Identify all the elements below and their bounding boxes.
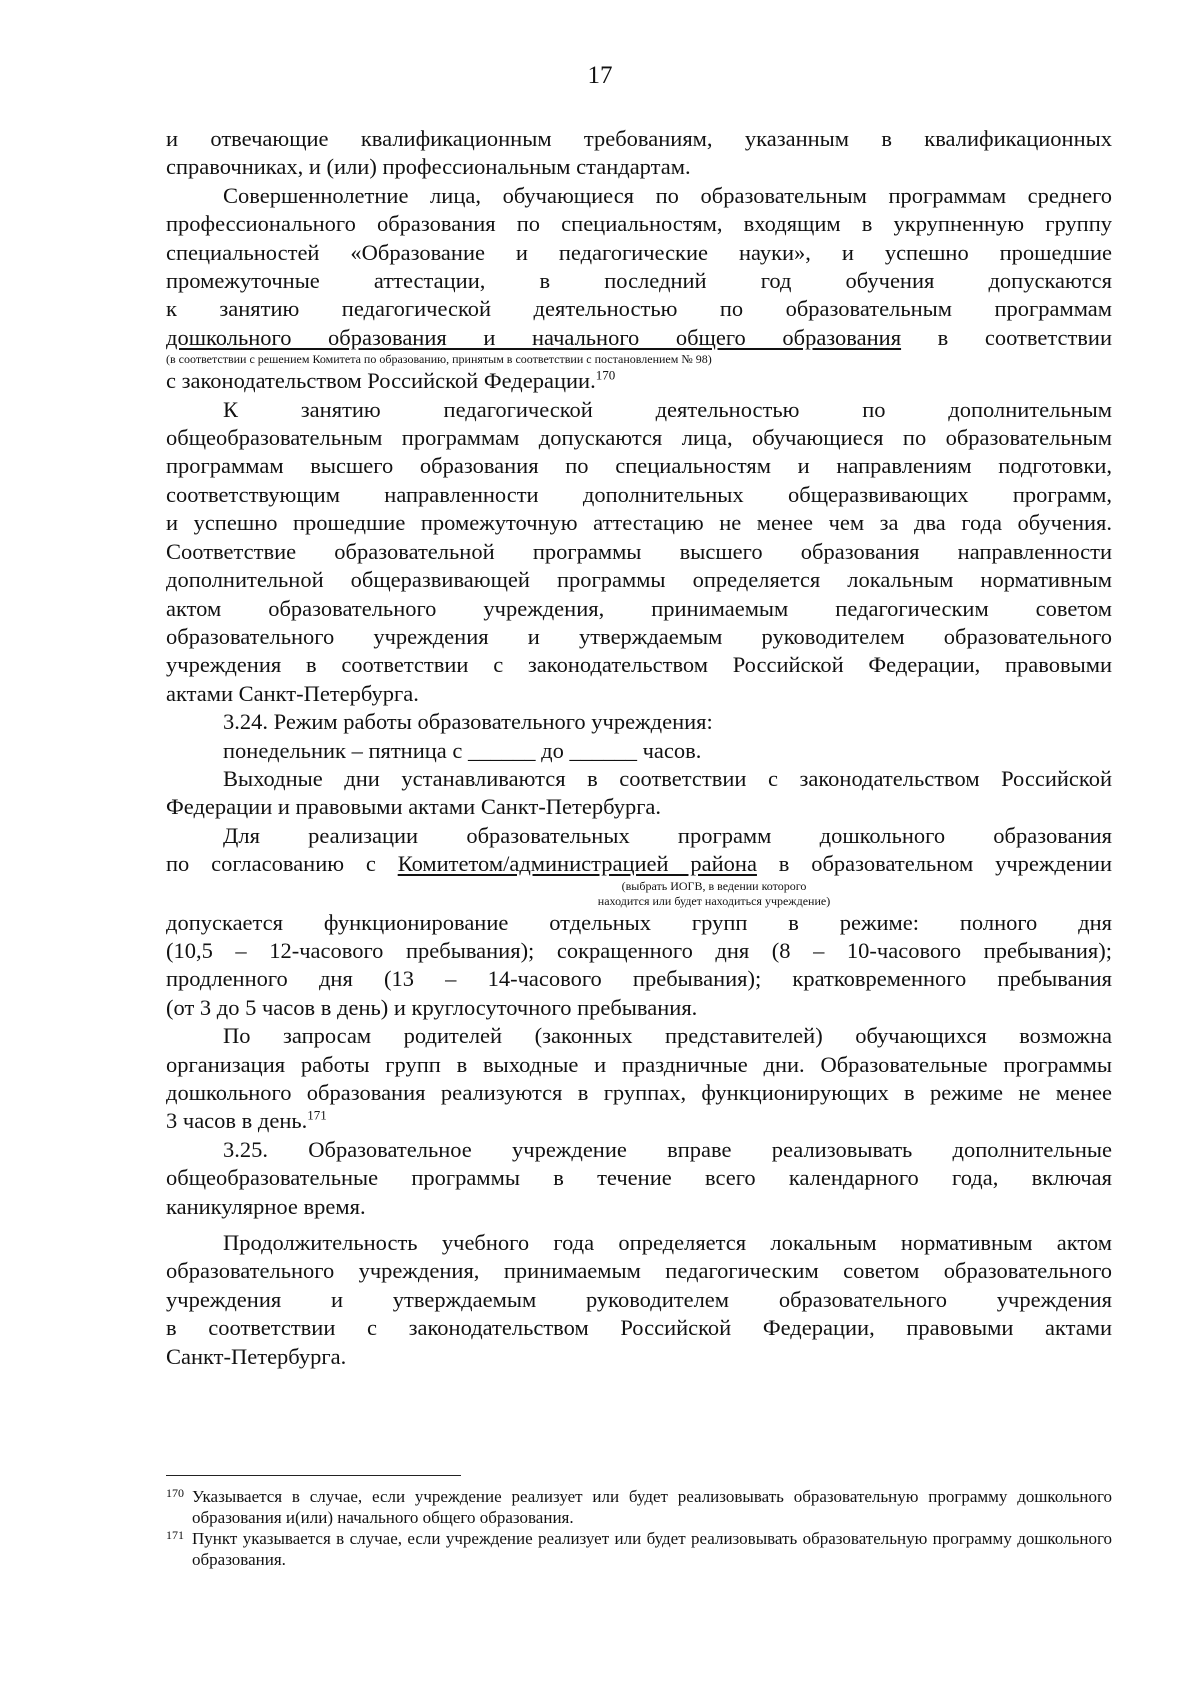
text-line: дошкольного образования реализуются в группах, функционирующих в режиме не менее	[166, 1080, 1112, 1105]
footnote	[166, 1528, 1112, 1570]
footnote-text: Указывается в случае, если учреждение реализует или будет реализовывать образовательную программу дошкольного образования и(или) начального общего образования.	[192, 1487, 1112, 1527]
text-line: образовательного учреждения и утверждаемым руководителем образовательного	[166, 623, 1112, 649]
text-line: Для реализации образовательных программ дошкольного образования	[223, 822, 1112, 848]
footnote	[166, 1486, 1112, 1528]
text-line: в соответствии с законодательством Российской Федерации, правовыми актами	[166, 1315, 1112, 1341]
text-line: дополнительной общеразвивающей программы определяется локальным нормативным	[166, 567, 1112, 593]
text-line: соответствующим направленности дополнительных общеразвивающих программ,	[166, 481, 1112, 507]
text-line: Федерации и правовыми актами Санкт-Петербурга.	[166, 794, 662, 820]
text-line: К занятию педагогической деятельностью по дополнительным	[223, 396, 1112, 422]
editor-note: (в соответствии с решением Комитета по образованию, принятым в соответствии с постановлением № 98)	[166, 352, 712, 367]
text-line: каникулярное время.	[166, 1193, 366, 1219]
text-line: Совершеннолетние лица, обучающиеся по образовательным программам среднего	[223, 182, 1112, 208]
text-line: общеобразовательным программам допускаются лица, обучающиеся по образовательным	[166, 425, 1112, 451]
text-line: Соответствие образовательной программы высшего образования направленности	[166, 538, 1112, 564]
text-line: с законодательством Российской Федерации.$^{170}$	[166, 367, 616, 394]
underlined-placeholder: дошкольного образования и начального общего образования	[166, 324, 902, 350]
text-line: понедельник – пятница с ______ до ______ часов.	[223, 737, 702, 763]
footnote-mark: 170	[166, 1486, 184, 1500]
text-line: организация работы групп в выходные и праздничные дни. Образовательные программы	[166, 1051, 1112, 1077]
text-line: программам высшего образования по специальностям и направлениям подготовки,	[166, 453, 1112, 479]
text-line: допускается функционирование отдельных групп в режиме: полного дня	[166, 909, 1112, 935]
footnotes	[166, 1475, 1112, 1570]
text-line: актами Санкт-Петербурга.	[166, 680, 419, 706]
text-line: 3 часов в день.$^{171}$	[166, 1107, 327, 1134]
footnote-ref: 171	[307, 1107, 327, 1123]
text-line: По запросам родителей (законных представителей) обучающихся возможна	[223, 1023, 1112, 1049]
section-heading: 3.25. Образовательное учреждение вправе реализовывать дополнительные	[223, 1136, 1112, 1162]
text-line: общеобразовательные программы в течение всего календарного года, включая	[166, 1165, 1112, 1191]
footnote-ref: 170	[595, 367, 616, 383]
text-line: Выходные дни устанавливаются в соответствии с законодательством Российской	[223, 765, 1112, 791]
section-heading: 3.24. Режим работы образовательного учреждения:	[223, 709, 713, 735]
underlined-placeholder: Комитетом/администрацией района	[397, 851, 757, 877]
footnote-separator	[166, 1475, 461, 1476]
text-line: (10,5 – 12-часового пребывания); сокращенного дня (8 – 10-часового пребывания);	[166, 937, 1112, 963]
text-line: специальностей «Образование и педагогические науки», и успешно прошедшие	[166, 239, 1112, 265]
text-line: по согласованию с Комитетом/администрацией района в образовательном учреждении	[166, 851, 1112, 877]
text-line: Продолжительность учебного года определяется локальным нормативным актом	[223, 1230, 1112, 1256]
text-line: образовательного учреждения, принимаемым педагогическим советом образовательного	[166, 1258, 1112, 1284]
editor-note: находится или будет находиться учреждение)	[597, 893, 831, 908]
text-line: промежуточные аттестации, в последний год обучения допускаются	[166, 268, 1112, 294]
text-line: (от 3 до 5 часов в день) и круглосуточного пребывания.	[166, 994, 698, 1020]
text-line: дошкольного образования и начального общего образования в соответствии	[166, 324, 1112, 350]
document-body	[166, 125, 1112, 1371]
text-line: профессионального образования по специальностям, входящим в укрупненную группу	[166, 211, 1112, 237]
text-line: Санкт-Петербурга.	[166, 1343, 347, 1369]
text-line: учреждения в соответствии с законодательством Российской Федерации, правовыми	[166, 652, 1112, 678]
text-line: продленного дня (13 – 14-часового пребывания); кратковременного пребывания	[166, 966, 1112, 992]
editor-note: (выбрать ИОГВ, в ведении которого	[621, 878, 807, 893]
text-line: и отвечающие квалификационным требованиям, указанным в квалификационных	[166, 126, 1112, 151]
text-line: учреждения и утверждаемым руководителем образовательного учреждения	[166, 1286, 1112, 1312]
footnote-text: Пункт указывается в случае, если учреждение реализует или будет реализовывать образовательную программу дошкольного образования.	[192, 1529, 1112, 1569]
page-number: 17	[587, 62, 613, 89]
text-line: к занятию педагогической деятельностью по образовательным программам	[166, 296, 1112, 322]
text-line: и успешно прошедшие промежуточную аттестацию не менее чем за два года обучения.	[166, 510, 1112, 536]
footnote-mark: 171	[166, 1528, 184, 1542]
text-line: справочниках, и (или) профессиональным стандартам.	[166, 154, 691, 180]
text-line: актом образовательного учреждения, принимаемым педагогическим советом	[166, 595, 1112, 621]
